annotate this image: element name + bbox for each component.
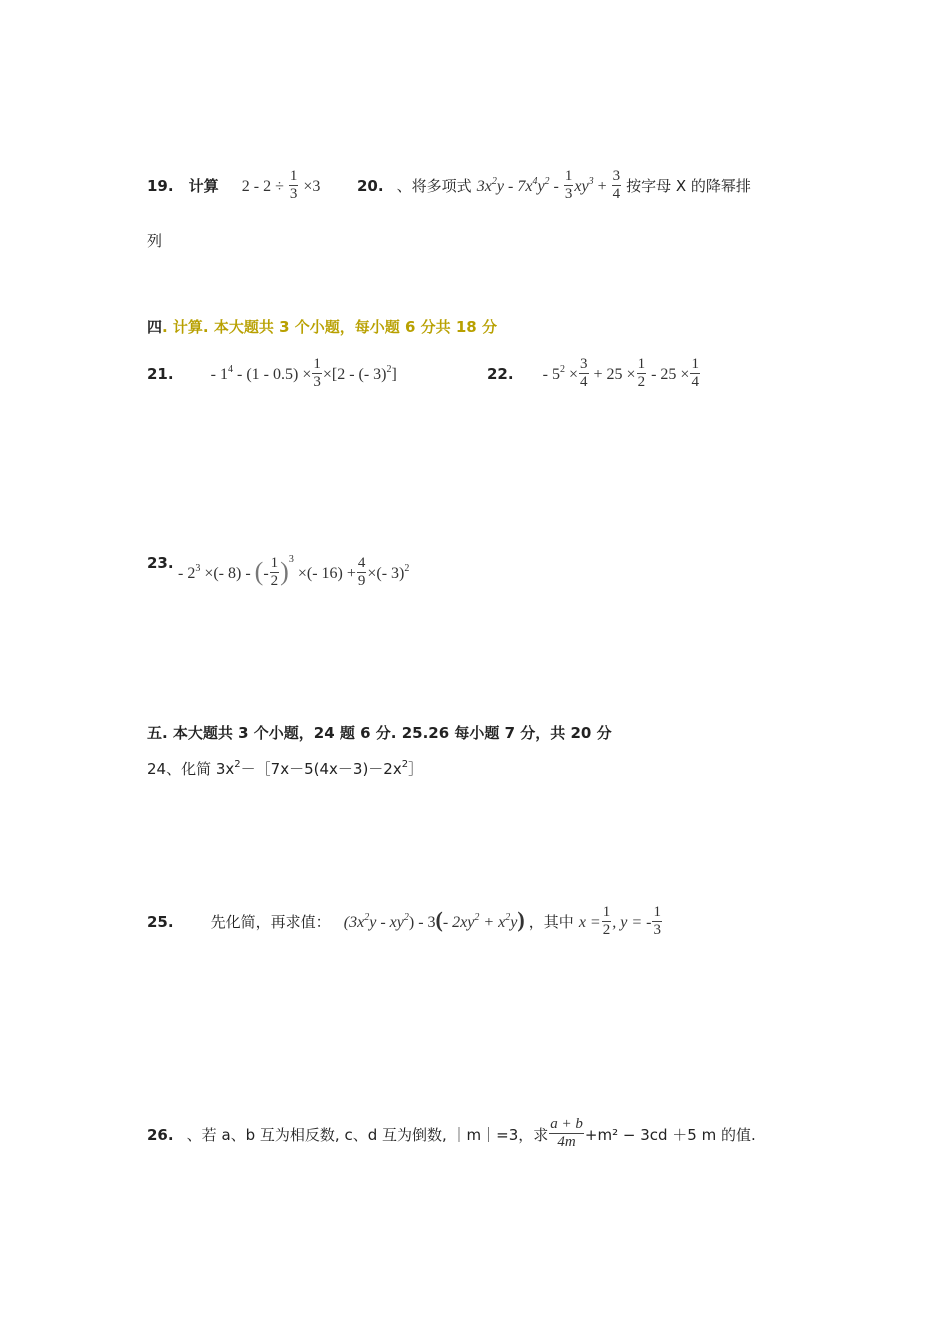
- q25-numerator: 1: [653, 904, 661, 920]
- q25-denominator: 2: [602, 922, 611, 938]
- q25-exp: 2: [474, 912, 480, 924]
- q25-denominator: 3: [653, 922, 661, 938]
- q24-expr-end: ］: [408, 760, 424, 778]
- q19-fraction: [289, 168, 299, 203]
- q22-part: - 5: [542, 366, 560, 384]
- question-21: [147, 358, 397, 393]
- q20-term: xy: [574, 178, 589, 196]
- q25-x-eq: x =: [578, 914, 601, 932]
- q25-number: 25.: [147, 913, 174, 932]
- q20-prefix: 、将多项式: [396, 177, 472, 196]
- q22-fraction-3: [690, 356, 700, 391]
- q19-expr-part: 2 - 2 ÷: [241, 178, 284, 196]
- q23-left-paren: (: [254, 556, 264, 586]
- q19-denominator: 3: [289, 186, 298, 202]
- q20-denominator: 3: [564, 186, 573, 202]
- q23-exp: 3: [195, 563, 201, 575]
- q23-part: -: [263, 565, 269, 583]
- q22-expr: [542, 356, 701, 390]
- q20-wrap-text: 列: [147, 232, 163, 250]
- question-22: [487, 358, 701, 393]
- q22-exp: 2: [560, 364, 565, 376]
- q22-part: + 25 ×: [589, 366, 636, 384]
- q25-part: y - xy: [369, 914, 404, 932]
- q20-numerator: 3: [612, 168, 621, 184]
- q25-expr: [343, 907, 529, 933]
- q21-expr: [210, 356, 397, 390]
- q26-denominator: 4m: [557, 1134, 576, 1150]
- q20-denominator: 4: [612, 186, 621, 202]
- q21-part: - (1 - 0.5) ×: [233, 366, 312, 384]
- q20-op: -: [504, 178, 518, 196]
- q20-term: 3x: [476, 178, 492, 196]
- q21-exp: 2: [386, 364, 392, 376]
- q22-part: ×: [565, 366, 579, 384]
- q20-exp: 2: [544, 176, 550, 188]
- q25-right-paren: ): [517, 907, 525, 933]
- question-24: [147, 758, 423, 779]
- section-4-text: . 计算. 本大题共 3 个小题，每小题 6 分共 18 分: [162, 318, 497, 336]
- q21-denominator: 3: [313, 374, 321, 390]
- q22-denominator: 4: [580, 374, 588, 390]
- q23-number: 23.: [147, 554, 174, 572]
- q22-numerator: 3: [580, 356, 588, 372]
- q25-y-eq: , y = -: [612, 914, 652, 932]
- q23-denominator: 9: [357, 573, 366, 589]
- q21-number: 21.: [147, 365, 174, 384]
- q23-exp: 3: [288, 554, 294, 566]
- q20-expr: [476, 168, 626, 202]
- q25-part: - 2xy: [442, 914, 475, 932]
- q22-denominator: 4: [691, 374, 699, 390]
- q23-part: - 2: [178, 565, 196, 583]
- q19-number: 19.: [147, 177, 174, 196]
- q25-part: + x: [479, 914, 506, 932]
- q20-term: y: [496, 178, 504, 196]
- q23-right-paren: ): [280, 556, 289, 586]
- q20-exp: 3: [588, 176, 594, 188]
- q24-label: 化简 3x: [181, 760, 235, 778]
- q23-part: ×(- 8) -: [200, 565, 251, 583]
- q20-term: y: [537, 178, 545, 196]
- q25-label: 先化简，再求值：: [210, 913, 331, 932]
- q20-suffix: 按字母 X 的降幂排: [626, 177, 751, 196]
- question-23-number: [147, 553, 174, 572]
- q20-op: +: [593, 178, 611, 196]
- q20-number: 20.: [357, 177, 384, 196]
- section-5-heading: 五. 本大题共 3 个小题，24 题 6 分. 25.26 每小题 7 分，共 20 分: [147, 724, 612, 742]
- question-19: [147, 170, 320, 205]
- q20-exp: 4: [532, 176, 538, 188]
- q22-fraction-2: [637, 356, 647, 391]
- q24-expr: －［7x－5(4x－3)－2x: [240, 760, 402, 778]
- q20-fraction-1: [564, 168, 574, 203]
- q23-denominator: 2: [270, 573, 279, 589]
- section-4-heading: [147, 316, 497, 337]
- section-4-numeral: 四: [147, 318, 163, 336]
- q26-number: 26.: [147, 1126, 174, 1144]
- q25-left-paren: (: [435, 907, 443, 933]
- q25-part: (3x: [343, 914, 365, 932]
- q26-suffix: +m² − 3cd ＋5 m 的值.: [584, 1126, 756, 1144]
- question-25: [147, 906, 663, 941]
- q25-x-fraction: [602, 904, 612, 939]
- q24-exp: 2: [234, 759, 241, 770]
- q21-part: ]: [391, 366, 397, 384]
- q19-expr-part: ×3: [303, 178, 321, 196]
- q21-numerator: 1: [313, 356, 321, 372]
- q21-part: ×[2 - (- 3): [322, 366, 387, 384]
- q23-part: ×(- 3): [367, 565, 405, 583]
- q22-numerator: 1: [691, 356, 699, 372]
- q22-fraction-1: [579, 356, 589, 391]
- q19-numerator: 1: [289, 168, 298, 184]
- q23-exp: 2: [404, 563, 410, 575]
- q25-exp: 2: [403, 912, 409, 924]
- q25-where: ，其中: [528, 913, 574, 932]
- q20-numerator: 1: [564, 168, 573, 184]
- q23-numerator: 1: [270, 555, 279, 571]
- q23-numerator: 4: [357, 555, 366, 571]
- q20-exp: 2: [491, 176, 497, 188]
- q26-fraction: [549, 1116, 584, 1151]
- q25-values: [578, 904, 663, 938]
- q20-term: 7x: [517, 178, 533, 196]
- q24-number: 24、: [147, 760, 182, 778]
- q23-part: ×(- 16) +: [297, 565, 356, 583]
- q26-numerator: a + b: [550, 1116, 583, 1132]
- q25-numerator: 1: [602, 904, 611, 920]
- q22-number: 22.: [487, 365, 514, 384]
- q20-op: -: [549, 178, 563, 196]
- q23-fraction-2: [357, 555, 367, 590]
- question-26: [147, 1118, 756, 1153]
- q25-y-fraction: [652, 904, 662, 939]
- q22-part: - 25 ×: [647, 366, 690, 384]
- q25-exp: 2: [364, 912, 370, 924]
- q21-fraction: [312, 356, 322, 391]
- q22-denominator: 2: [637, 374, 646, 390]
- q19-expr: [241, 168, 321, 202]
- q26-prefix: 、若 a、b 互为相反数, c、d 互为倒数, ｜m｜=3，求: [186, 1126, 549, 1144]
- q23-fraction-1: [270, 555, 280, 590]
- q21-part: - 1: [210, 366, 228, 384]
- question-20: [357, 170, 751, 205]
- q25-part: ) - 3: [408, 914, 436, 932]
- q24-exp: 2: [401, 759, 409, 770]
- q25-part: y: [510, 914, 518, 932]
- question-23-expr: [178, 554, 410, 592]
- q21-exp: 4: [228, 364, 233, 376]
- q19-label: 计算: [188, 177, 219, 196]
- q25-exp: 2: [505, 912, 511, 924]
- q22-numerator: 1: [637, 356, 646, 372]
- q20-fraction-2: [612, 168, 622, 203]
